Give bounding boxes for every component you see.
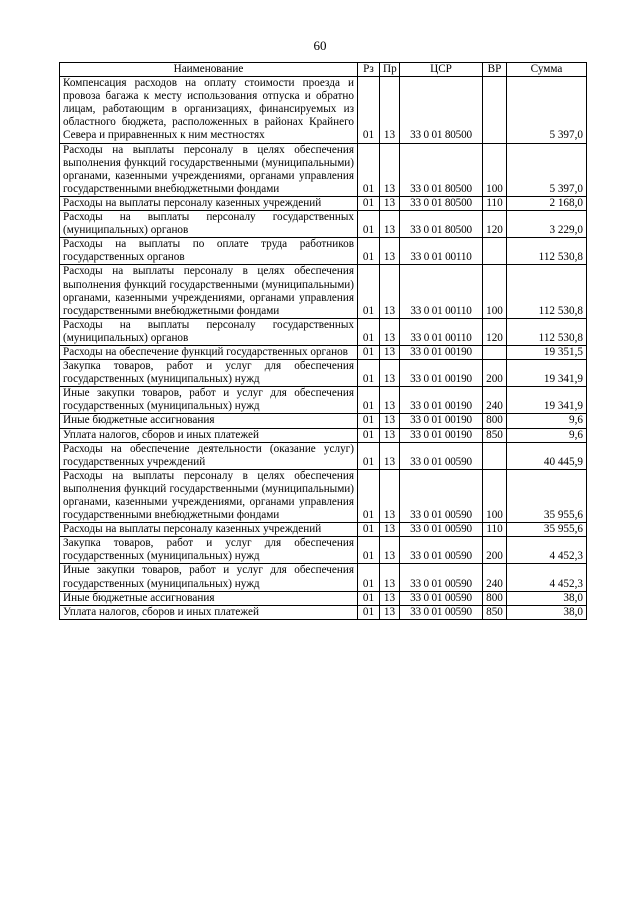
row-sum: 112 530,8 [507, 238, 587, 265]
row-rz: 01 [358, 143, 380, 196]
row-vr [483, 77, 507, 143]
row-pr: 13 [380, 442, 400, 469]
row-pr: 13 [380, 564, 400, 591]
table-row [60, 564, 587, 591]
row-sum: 4 452,3 [507, 537, 587, 564]
row-vr: 800 [483, 591, 507, 605]
table-row [60, 211, 587, 238]
row-csr: 33 0 01 00590 [400, 537, 483, 564]
row-pr: 13 [380, 537, 400, 564]
row-vr: 120 [483, 211, 507, 238]
row-vr: 200 [483, 360, 507, 387]
row-rz: 01 [358, 196, 380, 210]
table-row [60, 318, 587, 345]
row-vr: 850 [483, 428, 507, 442]
row-pr: 13 [380, 211, 400, 238]
row-csr: 33 0 01 80500 [400, 77, 483, 143]
table-row [60, 469, 587, 522]
row-pr: 13 [380, 387, 400, 414]
header-sum: Сумма [507, 63, 587, 77]
row-pr: 13 [380, 77, 400, 143]
row-vr: 800 [483, 414, 507, 428]
row-pr: 13 [380, 318, 400, 345]
row-sum: 112 530,8 [507, 318, 587, 345]
row-name: Уплата налогов, сборов и иных платежей [60, 605, 358, 619]
budget-table [59, 62, 587, 620]
row-csr: 33 0 01 00590 [400, 469, 483, 522]
row-rz: 01 [358, 428, 380, 442]
row-rz: 01 [358, 345, 380, 359]
table-row [60, 591, 587, 605]
row-rz: 01 [358, 360, 380, 387]
row-pr: 13 [380, 591, 400, 605]
row-sum: 40 445,9 [507, 442, 587, 469]
row-csr: 33 0 01 00190 [400, 414, 483, 428]
row-pr: 13 [380, 360, 400, 387]
row-csr: 33 0 01 00190 [400, 345, 483, 359]
row-rz: 01 [358, 77, 380, 143]
row-rz: 01 [358, 318, 380, 345]
row-pr: 13 [380, 414, 400, 428]
row-vr [483, 238, 507, 265]
row-rz: 01 [358, 265, 380, 318]
row-rz: 01 [358, 442, 380, 469]
table-row [60, 265, 587, 318]
header-name: Наименование [60, 63, 358, 77]
row-rz: 01 [358, 523, 380, 537]
row-vr: 240 [483, 387, 507, 414]
row-csr: 33 0 01 00190 [400, 360, 483, 387]
row-sum: 38,0 [507, 605, 587, 619]
row-name: Расходы на выплаты персоналу в целях обеспечения выполнения функций государственными (муниципальными) органами, казенными учреждениями, органами управления государственными внебюджетными фондами [60, 265, 358, 318]
row-sum: 4 452,3 [507, 564, 587, 591]
row-vr: 110 [483, 523, 507, 537]
row-pr: 13 [380, 428, 400, 442]
row-rz: 01 [358, 211, 380, 238]
row-pr: 13 [380, 196, 400, 210]
row-rz: 01 [358, 387, 380, 414]
row-csr: 33 0 01 00590 [400, 605, 483, 619]
row-sum: 38,0 [507, 591, 587, 605]
row-pr: 13 [380, 345, 400, 359]
row-sum: 5 397,0 [507, 77, 587, 143]
header-vr: ВР [483, 63, 507, 77]
table-row [60, 428, 587, 442]
table-row [60, 360, 587, 387]
row-vr: 110 [483, 196, 507, 210]
row-csr: 33 0 01 00590 [400, 564, 483, 591]
table-row [60, 387, 587, 414]
row-name: Закупка товаров, работ и услуг для обеспечения государственных (муниципальных) нужд [60, 360, 358, 387]
row-rz: 01 [358, 469, 380, 522]
table-row [60, 238, 587, 265]
row-csr: 33 0 01 00190 [400, 387, 483, 414]
row-vr: 850 [483, 605, 507, 619]
row-name: Расходы на выплаты персоналу государственных (муниципальных) органов [60, 318, 358, 345]
header-pr: Пр [380, 63, 400, 77]
row-sum: 9,6 [507, 428, 587, 442]
table-row [60, 442, 587, 469]
row-pr: 13 [380, 605, 400, 619]
row-name: Уплата налогов, сборов и иных платежей [60, 428, 358, 442]
row-csr: 33 0 01 00590 [400, 523, 483, 537]
row-name: Расходы на выплаты персоналу казенных учреждений [60, 196, 358, 210]
table-row [60, 143, 587, 196]
row-name: Иные закупки товаров, работ и услуг для обеспечения государственных (муниципальных) нужд [60, 387, 358, 414]
table-body [60, 77, 587, 620]
page-number: 60 [313, 38, 327, 53]
row-sum: 5 397,0 [507, 143, 587, 196]
row-rz: 01 [358, 238, 380, 265]
row-vr [483, 345, 507, 359]
row-sum: 9,6 [507, 414, 587, 428]
row-name: Расходы на выплаты персоналу казенных учреждений [60, 523, 358, 537]
row-vr: 100 [483, 143, 507, 196]
row-pr: 13 [380, 238, 400, 265]
row-sum: 3 229,0 [507, 211, 587, 238]
row-rz: 01 [358, 537, 380, 564]
row-name: Расходы на обеспечение функций государственных органов [60, 345, 358, 359]
row-sum: 19 341,9 [507, 387, 587, 414]
row-csr: 33 0 01 80500 [400, 143, 483, 196]
row-pr: 13 [380, 143, 400, 196]
row-sum: 35 955,6 [507, 469, 587, 522]
table-row [60, 345, 587, 359]
row-csr: 33 0 01 00110 [400, 318, 483, 345]
row-vr: 100 [483, 265, 507, 318]
row-vr [483, 442, 507, 469]
row-vr: 120 [483, 318, 507, 345]
table-header-row [60, 63, 587, 77]
row-name: Расходы на выплаты по оплате труда работников государственных органов [60, 238, 358, 265]
row-name: Иные закупки товаров, работ и услуг для обеспечения государственных (муниципальных) нужд [60, 564, 358, 591]
row-name: Расходы на выплаты персоналу в целях обеспечения выполнения функций государственными (муниципальными) органами, казенными учреждениями, органами управления государственными внебюджетными фондами [60, 143, 358, 196]
row-pr: 13 [380, 523, 400, 537]
row-csr: 33 0 01 00590 [400, 591, 483, 605]
row-csr: 33 0 01 80500 [400, 211, 483, 238]
row-pr: 13 [380, 265, 400, 318]
row-pr: 13 [380, 469, 400, 522]
table-row [60, 414, 587, 428]
row-csr: 33 0 01 00190 [400, 428, 483, 442]
row-name: Компенсация расходов на оплату стоимости проезда и провоза багажа к месту использования отпуска и обратно лицам, работающим в организациях, финансируемых из областного бюджета, расположенных в районах Крайнего Севера и приравненных к ним местностях [60, 77, 358, 143]
table-row [60, 605, 587, 619]
row-csr: 33 0 01 00110 [400, 238, 483, 265]
row-vr: 240 [483, 564, 507, 591]
row-rz: 01 [358, 605, 380, 619]
header-rz: Рз [358, 63, 380, 77]
row-rz: 01 [358, 414, 380, 428]
header-csr: ЦСР [400, 63, 483, 77]
row-name: Расходы на обеспечение деятельности (оказание услуг) государственных учреждений [60, 442, 358, 469]
row-rz: 01 [358, 564, 380, 591]
row-csr: 33 0 01 00110 [400, 265, 483, 318]
row-name: Иные бюджетные ассигнования [60, 591, 358, 605]
row-name: Иные бюджетные ассигнования [60, 414, 358, 428]
row-name: Закупка товаров, работ и услуг для обеспечения государственных (муниципальных) нужд [60, 537, 358, 564]
row-name: Расходы на выплаты персоналу государственных (муниципальных) органов [60, 211, 358, 238]
row-sum: 19 341,9 [507, 360, 587, 387]
row-rz: 01 [358, 591, 380, 605]
table-row [60, 77, 587, 143]
table-row [60, 537, 587, 564]
row-sum: 35 955,6 [507, 523, 587, 537]
table-row [60, 523, 587, 537]
row-vr: 200 [483, 537, 507, 564]
row-sum: 2 168,0 [507, 196, 587, 210]
row-name: Расходы на выплаты персоналу в целях обеспечения выполнения функций государственными (муниципальными) органами, казенными учреждениями, органами управления государственными внебюджетными фондами [60, 469, 358, 522]
row-sum: 112 530,8 [507, 265, 587, 318]
table-row [60, 196, 587, 210]
row-sum: 19 351,5 [507, 345, 587, 359]
row-vr: 100 [483, 469, 507, 522]
row-csr: 33 0 01 00590 [400, 442, 483, 469]
row-csr: 33 0 01 80500 [400, 196, 483, 210]
